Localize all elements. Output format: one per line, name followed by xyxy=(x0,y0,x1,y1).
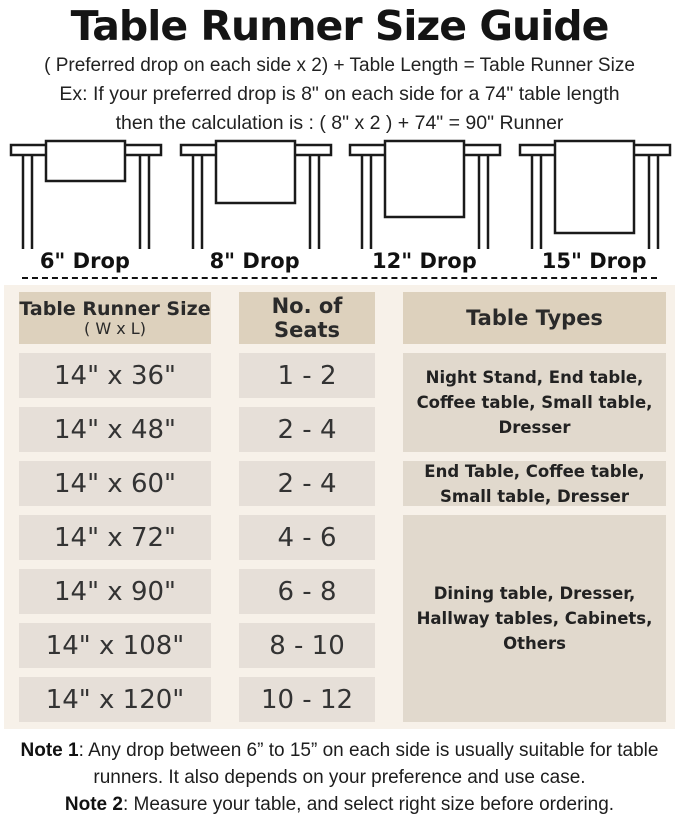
table-runner-15in-illustration-icon xyxy=(511,139,677,251)
drop-label-6in: 6" Drop xyxy=(39,249,130,274)
note-1-text: : Any drop between 6” to 15” on each side is usually suitable for table runners. It also depends on your preference and use case. xyxy=(78,740,659,789)
seats-cell: 8 - 10 xyxy=(239,623,375,668)
table-runner-8in-illustration-icon xyxy=(172,139,338,251)
drop-label-12in: 12" Drop xyxy=(372,249,477,274)
note-1 xyxy=(8,738,671,792)
seats-cell: 6 - 8 xyxy=(239,569,375,614)
table-runner-6in-illustration-icon xyxy=(2,139,168,251)
diagram-6in-drop xyxy=(2,139,168,273)
dashed-divider xyxy=(22,277,657,279)
size-guide-table xyxy=(19,292,660,722)
drop-label-15in: 15" Drop xyxy=(541,249,647,274)
column-header-table-types: Table Types xyxy=(403,292,666,344)
note-2-label: Note 2 xyxy=(64,794,123,816)
seats-cell: 1 - 2 xyxy=(239,353,375,398)
column-header-runner-size-title: Table Runner Size xyxy=(19,297,211,320)
formula-text: ( Preferred drop on each side x 2) + Table Length = Table Runner Size xyxy=(44,55,635,77)
column-header-seats: No. of Seats xyxy=(239,292,375,344)
seats-cell: 2 - 4 xyxy=(239,407,375,452)
note-2-text: : Measure your table, and select right size before ordering. xyxy=(122,794,615,816)
seats-cell: 10 - 12 xyxy=(239,677,375,722)
seats-cell: 2 - 4 xyxy=(239,461,375,506)
diagram-8in-drop xyxy=(172,139,338,273)
diagram-15in-drop xyxy=(511,139,677,273)
runner-size-cell: 14" x 108" xyxy=(19,623,211,668)
note-1-label: Note 1 xyxy=(20,740,79,762)
note-2 xyxy=(8,792,671,819)
table-types-cell-large: Dining table, Dresser, Hallway tables, Cabinets, Others xyxy=(403,515,666,722)
example-line-2: then the calculation is : ( 8" x 2 ) + 74" = 90" Runner xyxy=(115,112,564,135)
table-runner-12in-illustration-icon xyxy=(341,139,507,251)
runner-size-cell: 14" x 72" xyxy=(19,515,211,560)
notes-section xyxy=(0,738,679,819)
example-line-1: Ex: If your preferred drop is 8" on each side for a 74" table length xyxy=(59,83,620,106)
runner-size-cell: 14" x 60" xyxy=(19,461,211,506)
seats-cell: 4 - 6 xyxy=(239,515,375,560)
runner-size-cell: 14" x 90" xyxy=(19,569,211,614)
table-types-cell-medium: End Table, Coffee table, Small table, Dresser xyxy=(403,461,666,506)
page-title: Table Runner Size Guide xyxy=(70,2,609,50)
diagram-12in-drop xyxy=(341,139,507,273)
drop-diagrams-row xyxy=(0,139,679,273)
column-header-runner-size-subtitle: ( W x L) xyxy=(84,319,146,339)
drop-label-8in: 8" Drop xyxy=(209,249,300,274)
table-types-cell-small: Night Stand, End table, Coffee table, Small table, Dresser xyxy=(403,353,666,452)
runner-size-cell: 14" x 48" xyxy=(19,407,211,452)
size-guide-table-block xyxy=(4,285,675,729)
runner-size-cell: 14" x 36" xyxy=(19,353,211,398)
runner-size-cell: 14" x 120" xyxy=(19,677,211,722)
column-header-runner-size xyxy=(19,292,211,344)
